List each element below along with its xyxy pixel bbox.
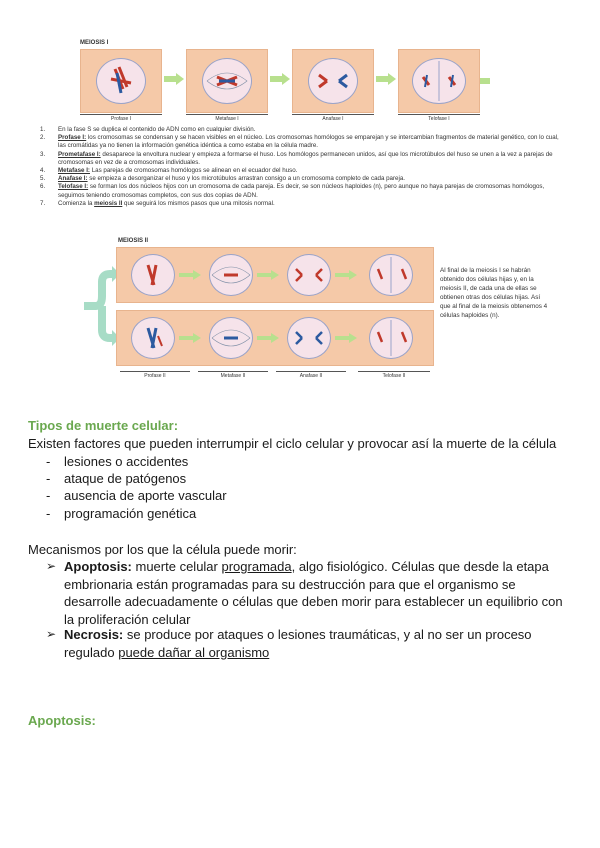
list-item-text: lesiones o accidentes [64, 454, 189, 469]
step-text: que seguirá los mismos pasos que una mitosis normal. [122, 199, 275, 207]
arrow-icon [335, 333, 357, 343]
chromosomes-icon [97, 59, 145, 103]
list-item: - ausencia de aporte vascular [46, 488, 227, 503]
step-term: Telofase I: [58, 183, 89, 191]
chromosomes-icon [288, 318, 330, 358]
meiosis-2-figure [80, 238, 440, 383]
step-number: 1. [40, 126, 46, 133]
list-item-text: programación genética [64, 506, 197, 521]
text-span: muerte celular [131, 559, 222, 574]
step-5 [40, 175, 565, 183]
arrow-icon [335, 270, 357, 280]
chromosomes-icon [132, 318, 174, 358]
phase-label-2 [186, 114, 268, 125]
chromosomes-icon [309, 59, 357, 103]
step-4 [40, 167, 565, 175]
arrow-icon [164, 73, 184, 85]
stage-metafase-1 [186, 49, 268, 113]
step-text: Comienza la [58, 199, 95, 207]
stage-profase-1 [80, 49, 162, 113]
mechanism-term: Apoptosis: [64, 559, 132, 574]
section-title-tipos: Tipos de muerte celular: [28, 418, 179, 433]
phase-text: Anafase I [322, 116, 344, 122]
phase-text: Profase II [144, 373, 166, 379]
step-text: se empieza a desorganizar el huso y los microtúbulos arrastran consigo a un cromosoma completo de cada pareja. [87, 175, 406, 183]
mechanism-term: Necrosis: [64, 627, 124, 642]
phase-text: Profase I [110, 116, 132, 122]
cell-profase-2-bottom [131, 317, 175, 359]
phase-text: Telofase I [428, 116, 450, 122]
step-6 [40, 183, 565, 199]
meiosis-1-title: MEIOSIS I [80, 40, 109, 46]
phase-label-2 [198, 371, 268, 382]
section-title-apoptosis: Apoptosis: [28, 713, 96, 728]
step-term: Prometafase I: [58, 150, 101, 158]
chromosomes-icon [413, 59, 465, 103]
arrow-icon [257, 270, 279, 280]
phase-text: Telofase II [382, 373, 406, 379]
mecanismos-intro: Mecanismos por los que la célula puede morir: [28, 542, 297, 557]
arrow-icon [179, 333, 201, 343]
chromosomes-icon [288, 255, 330, 295]
mechanism-apoptosis [46, 558, 576, 628]
underlined-text: programada [221, 559, 292, 574]
phase-label-1 [120, 371, 190, 382]
chromosomes-icon [370, 318, 412, 358]
list-item-text: ausencia de aporte vascular [64, 488, 227, 503]
list-item: - ataque de patógenos [46, 471, 187, 486]
phase-text: Metafase I [215, 116, 239, 122]
meiosis-steps-list [40, 126, 565, 208]
spindle-icon [203, 59, 251, 103]
step-term: Profase I: [58, 134, 87, 142]
meiosis-2-row-top [116, 247, 434, 303]
step-7 [40, 200, 565, 208]
cell-profase-2-top [131, 254, 175, 296]
arrow-tail [480, 78, 490, 84]
arrow-icon [257, 333, 279, 343]
spindle-icon [210, 255, 252, 295]
step-term: Metafase I: [58, 167, 90, 175]
side-note: Al final de la meiosis I se habrán obtenido dos células hijas y, en la meiosis II, de cada una de ellas se obtienen otras dos células hijas. Así que al final de la meiosis obtenemos 4 células haploides (n). [440, 267, 548, 320]
arrow-icon [179, 270, 201, 280]
phase-label-3 [276, 371, 346, 382]
stage-anafase-1 [292, 49, 374, 113]
arrow-icon [270, 73, 290, 85]
step-number: 2. [40, 134, 46, 142]
chromosomes-icon [370, 255, 412, 295]
mechanism-text [46, 558, 576, 628]
mechanism-necrosis [46, 626, 576, 661]
list-item: - lesiones o accidentes [46, 454, 189, 469]
step-number: 4. [40, 167, 46, 175]
step-text: Las parejas de cromosomas homólogos se alinean en el ecuador del huso. [89, 167, 298, 175]
step-3 [40, 151, 565, 167]
stage-telofase-1 [398, 49, 480, 113]
step-term: meiosis II [94, 199, 123, 207]
cell-metafase-1 [202, 58, 252, 104]
phase-label-4 [358, 371, 430, 382]
cell-telofase-2-bottom [369, 317, 413, 359]
step-text: se forman los dos núcleos hijos con un cromosoma de cada pareja. Es decir, se son núcleos haploides (n), pero aunque no haya parejas de cromosomas homólogos, seguimos teniendo cromosomas completos, con sus dos copias de ADN. [58, 183, 545, 199]
phase-label-4 [398, 114, 480, 125]
meiosis-1-figure [80, 40, 490, 125]
step-number: 7. [40, 199, 46, 207]
step-number: 5. [40, 175, 46, 183]
cell-anafase-2-bottom [287, 317, 331, 359]
step-1 [40, 126, 565, 134]
cell-anafase-1 [308, 58, 358, 104]
phase-label-1 [80, 114, 162, 125]
arrow-bullet-icon: ➢ [46, 627, 57, 641]
meiosis-2-title: MEIOSIS II [118, 238, 149, 244]
list-item-text: ataque de patógenos [64, 471, 187, 486]
step-text: desaparece la envoltura nuclear y empieza a formarse el huso. Los homólogos permanecen unidos, así que los microtúbulos del huso se unen a la vez a parejas de cromosomas en vez de a cromosomas individuales. [58, 150, 553, 166]
cell-anafase-2-top [287, 254, 331, 296]
meiosis-2-row-bottom [116, 310, 434, 366]
branch-arrow-icon [80, 246, 120, 366]
step-text: En la fase S se duplica el contenido de ADN como en cualquier división. [58, 126, 256, 133]
step-number: 3. [40, 150, 46, 158]
arrow-bullet-icon: ➢ [46, 559, 57, 573]
phase-label-3 [292, 114, 374, 125]
cell-profase-1 [96, 58, 146, 104]
step-number: 6. [40, 183, 46, 191]
cell-telofase-2-top [369, 254, 413, 296]
step-term: Anafase I: [58, 175, 88, 183]
tipos-intro: Existen factores que pueden interrumpir el ciclo celular y provocar así la muerte de la célula [28, 436, 557, 451]
cell-metafase-2-bottom [209, 317, 253, 359]
underlined-text: puede dañar al organismo [118, 644, 270, 660]
chromosomes-icon [132, 255, 174, 295]
phase-text: Metafase II [220, 373, 246, 379]
list-item: - programación genética [46, 506, 197, 521]
text-span: se produce por ataques o lesiones traumáticas, y al no ser un proceso regulado [64, 627, 532, 660]
arrow-icon [376, 73, 396, 85]
cell-telofase-1 [412, 58, 466, 104]
step-text: los cromosomas se condensan y se hacen visibles en el núcleo. Los cromosomas homólogos se emparejan y se intercambian fragmentos de material genético, con lo cual, las cromátidas ya no tienen la información genética idéntica a como estaba en la célula madre. [58, 134, 559, 150]
mechanism-text [46, 626, 576, 661]
spindle-icon [210, 318, 252, 358]
phase-text: Anafase II [299, 373, 323, 379]
text-span: , algo fisiológico. Células que desde la etapa embrionaria están programadas para su destrucción para que el organismo se desarrolle adecuadamente o células que deben morir para establecer un equilibrio con la proliferación celular [64, 559, 563, 627]
cell-metafase-2-top [209, 254, 253, 296]
step-2 [40, 134, 565, 150]
